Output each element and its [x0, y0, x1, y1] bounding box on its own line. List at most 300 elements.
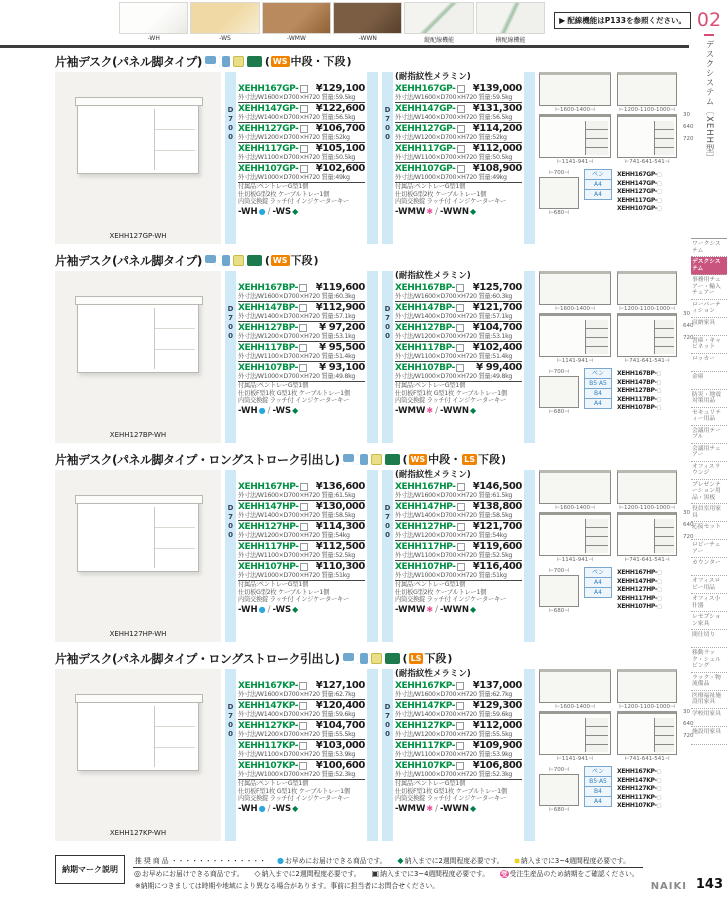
- price-row: [395, 760, 522, 780]
- drawer-size-label: A4: [585, 578, 611, 588]
- price-row-main: [238, 700, 365, 711]
- color-option: [273, 804, 299, 814]
- spec-text: 外寸法/W1200×D700×H720 質量:52kg: [395, 134, 507, 141]
- diagram-model-code: XEHH107HP- □: [617, 603, 694, 612]
- dimension-diagram: [539, 470, 694, 642]
- color-suffix-box: [456, 762, 464, 770]
- spec-text: 外寸法/W1200×D700×H720 質量:54kg: [395, 532, 507, 539]
- spec-text: 外寸法/W1100×D700×H720 質量:51.4kg: [238, 353, 356, 360]
- price-row: [238, 740, 365, 760]
- color-option: [440, 406, 476, 416]
- height-dim: 30: [683, 510, 690, 516]
- price-row: [238, 342, 365, 362]
- price: ¥109,900: [472, 740, 522, 751]
- price-column-body: [393, 271, 524, 443]
- wiring-icon: [343, 653, 354, 664]
- diagram-bottom-row: [539, 567, 694, 615]
- color-suffix-box: [456, 324, 464, 332]
- depth-dim: ⊢ 680 ⊣: [539, 607, 579, 615]
- price-row: [238, 362, 365, 382]
- color-suffix-box: [456, 344, 464, 352]
- model-code: XEHH127KP-: [238, 720, 299, 731]
- price-row-main: [395, 143, 522, 154]
- separator: /: [435, 604, 438, 615]
- depth-dim: ⊢ 700 ⊣: [539, 567, 579, 575]
- price-column: [382, 271, 535, 443]
- price-column-body: [236, 72, 367, 244]
- price-row: [395, 541, 522, 561]
- variant-note-part: ): [501, 452, 507, 466]
- section-variant-note: [403, 451, 507, 467]
- price-row-main: [395, 521, 522, 532]
- wiring-note-text: 配線機能はP133を参照ください。: [567, 16, 686, 25]
- price-column: [382, 669, 535, 841]
- accessory-line: 内筒交換錠 ラッチ付 インジケーターキー: [395, 397, 506, 404]
- model-code: XEHH167BP-: [395, 282, 455, 293]
- color-code: -WH: [238, 405, 258, 416]
- pedestal-drawing: [654, 718, 674, 752]
- diagram-model-code: XEHH147HP- □: [617, 578, 694, 587]
- color-suffix-box: [456, 682, 464, 690]
- price: ¥136,600: [315, 481, 365, 492]
- color-suffix-box: [299, 682, 307, 690]
- side-view: [539, 177, 579, 209]
- cable-tray-icon: [357, 653, 368, 664]
- delivery-marker-icon: [372, 868, 380, 880]
- front-view-narrow: [617, 313, 677, 357]
- price-row-main: [238, 123, 365, 134]
- color-code: -WMW: [395, 604, 426, 615]
- diagram-model-code: XEHH117BP- □: [617, 396, 694, 405]
- model-code: XEHH167GP-: [395, 83, 456, 94]
- price-row-main: [395, 760, 522, 771]
- price-row: [395, 521, 522, 541]
- price: ¥146,500: [472, 481, 522, 492]
- delivery-legend-title: 納期マーク説明: [55, 855, 125, 884]
- price-row-main: [238, 561, 365, 572]
- price-row: [238, 521, 365, 541]
- section-title-row: [55, 251, 691, 269]
- color-suffix-box: [300, 563, 308, 571]
- knee-dim: ⊢ 1141-941 ⊣: [539, 755, 611, 763]
- variant-note-part: ): [346, 54, 352, 68]
- category-nav-item: 役員室用家具: [691, 504, 727, 522]
- diagram-bottom-row: [539, 169, 694, 217]
- latch-icon: [233, 255, 244, 266]
- desk-illustration: [77, 100, 199, 174]
- price-row: [238, 680, 365, 700]
- model-code: XEHH117GP-: [238, 143, 299, 154]
- spec-text: 外寸法/W1100×D700×H720 質量:52.5kg: [395, 552, 513, 559]
- front-view-narrow: [617, 114, 677, 158]
- color-option: [395, 804, 440, 814]
- spec-text: 外寸法/W1400×D700×H720 質量:58.5kg: [238, 512, 356, 519]
- desk-top: [75, 694, 203, 703]
- diagram-model-code: XEHH147GP- □: [617, 180, 694, 189]
- color-suffix-box: [299, 722, 307, 730]
- model-code: XEHH147GP-: [238, 103, 299, 114]
- model-code: XEHH107KP-: [395, 760, 456, 771]
- finish-swatch-image: [333, 2, 402, 34]
- price-row-main: [238, 541, 365, 552]
- dimension-diagram: [539, 669, 694, 841]
- section-variant-note: [265, 53, 352, 69]
- diagram-top-row: [539, 669, 694, 763]
- depth-label: D700: [383, 106, 392, 142]
- drawer-size-label: A4: [585, 588, 611, 597]
- section-title: 片袖デスク(パネル脚タイプ・ロングストローク引出し): [55, 452, 340, 467]
- spec-text: 外寸法/W1400×D700×H720 質量:56.5kg: [238, 114, 356, 121]
- spec-text: 外寸法/W1000×D700×H720 質量:51kg: [238, 572, 350, 579]
- width-dim: ⊢ 1200-1100-1000 ⊣: [617, 305, 677, 313]
- price-row-main: [238, 521, 365, 532]
- price: ¥121,700: [472, 302, 522, 313]
- top-view-wide: [539, 669, 611, 703]
- drawer-size-label: B4: [585, 787, 611, 797]
- sidebar: [691, 0, 727, 900]
- depth-strip-left: [382, 470, 393, 642]
- photo-caption: XEHH127HP-WH: [109, 630, 167, 638]
- delivery-marker-icon: [259, 804, 266, 813]
- chapter-number: 02: [696, 9, 722, 31]
- finish-swatch-image: [476, 2, 545, 34]
- diagram-model-code: XEHH127KP- □: [617, 785, 694, 794]
- chapter-dash: [704, 34, 714, 36]
- price-row-main: [238, 163, 365, 174]
- drawer-size-label: A4: [585, 399, 611, 408]
- price-row-main: [395, 362, 522, 373]
- drawer-size-label: B5·A5: [585, 379, 611, 389]
- price: ¥102,400: [472, 342, 522, 353]
- price-column: [382, 470, 535, 642]
- color-option: [440, 207, 476, 217]
- color-option: [238, 804, 273, 814]
- model-code: XEHH107HP-: [395, 561, 456, 572]
- arrow-icon: ▶: [559, 16, 566, 25]
- variant-note-part: (: [264, 54, 270, 68]
- model-code: XEHH127GP-: [395, 123, 456, 134]
- knee-dim: ⊢ 741-641-541 ⊣: [617, 755, 677, 763]
- spec-text: 外寸法/W1000×D700×H720 質量:51kg: [395, 572, 507, 579]
- legend-segment: [133, 855, 266, 867]
- finish-swatch-label: -WH: [147, 35, 160, 42]
- spec-text: 外寸法/W1100×D700×H720 質量:50.5kg: [238, 154, 356, 161]
- price: ¥125,700: [472, 282, 522, 293]
- spec-text: 外寸法/W1000×D700×H720 質量:52.3kg: [395, 771, 513, 778]
- price-row-main: [238, 143, 365, 154]
- variant-note-part: 下段: [290, 254, 313, 267]
- category-nav-item: セキュリティー用品: [691, 408, 727, 426]
- diagram-col-wide: [539, 72, 611, 166]
- price-column: [225, 470, 378, 642]
- color-suffix-box: [456, 284, 464, 292]
- model-code: XEHH117KP-: [395, 740, 456, 751]
- spec-text: 外寸法/W1600×D700×H720 質量:61.5kg: [395, 492, 513, 499]
- drawer-size-label: ペン: [585, 568, 611, 578]
- delivery-marker-icon: [254, 868, 260, 880]
- cable-tray-icon: [219, 255, 230, 266]
- diagram-model-list: [617, 169, 694, 214]
- price-column-body: [236, 470, 367, 642]
- price: ¥104,700: [315, 720, 365, 731]
- category-nav-item: 施設用家具: [691, 727, 727, 745]
- diagram-col-wide: [539, 271, 611, 365]
- color-code: -WH: [238, 206, 258, 217]
- spec-text: 外寸法/W1600×D700×H720 質量:59.5kg: [238, 94, 356, 101]
- diagram-model-code: XEHH117GP- □: [617, 197, 694, 206]
- color-code: -WWN: [439, 405, 469, 416]
- color-suffix-box: [457, 85, 465, 93]
- product-sections: [0, 48, 694, 848]
- model-code: XEHH127GP-: [238, 123, 299, 134]
- delivery-marker-icon: [426, 605, 433, 614]
- depth-dim: ⊢ 700 ⊣: [539, 169, 579, 177]
- price-row: [395, 302, 522, 322]
- variant-note-part: 下段: [424, 652, 447, 665]
- category-nav: [691, 238, 727, 745]
- spec-text: 外寸法/W1100×D700×H720 質量:52.5kg: [238, 552, 356, 559]
- top-view-wide: [539, 72, 611, 106]
- finish-swatch: [333, 2, 402, 42]
- desk-top: [75, 495, 203, 504]
- price: ¥137,000: [472, 680, 522, 691]
- color-suffix-box: [457, 503, 465, 511]
- color-suffix-box: [457, 563, 465, 571]
- price-row: [238, 760, 365, 780]
- model-code: XEHH117BP-: [238, 342, 298, 353]
- color-suffix-box: [456, 702, 464, 710]
- legend-line: [133, 855, 643, 868]
- color-suffix-box: [457, 165, 465, 173]
- finish-swatch-label: -WWN: [358, 35, 377, 42]
- delivery-marker-icon: [292, 605, 298, 614]
- top-view-narrow: [617, 669, 677, 703]
- product-photo: [55, 271, 221, 443]
- color-suffix-box: [457, 523, 465, 531]
- legend-line: [133, 880, 643, 892]
- depth-dim: ⊢ 680 ⊣: [539, 209, 579, 217]
- color-options: [238, 605, 365, 615]
- accessory-line: 仕切板F型1枚 G型1枚 ケーブルトレー1個: [395, 389, 507, 397]
- accessory-line: 仕切板F型1枚 G型1枚 ケーブルトレー1個: [395, 787, 507, 795]
- price: ¥102,600: [315, 163, 365, 174]
- desk-illustration: [77, 498, 199, 572]
- model-code: XEHH147BP-: [238, 302, 298, 313]
- color-suffix-box: [300, 165, 308, 173]
- color-code: -WWN: [439, 803, 469, 814]
- diagram-model-code: XEHH167BP- □: [617, 370, 694, 379]
- price-row: [238, 302, 365, 322]
- price-row-main: [238, 282, 365, 293]
- side-view-block: [539, 766, 579, 814]
- accessory-line: 内筒交換錠 ラッチ付 インジケーターキー: [238, 795, 349, 802]
- diagram-col-narrow: [617, 669, 677, 763]
- model-code: XEHH167KP-: [395, 680, 456, 691]
- diagram-top-row: [539, 72, 694, 166]
- price-row: [238, 103, 365, 123]
- depth-strip-left: [382, 271, 393, 443]
- delivery-marker-icon: [292, 406, 298, 415]
- price-row-main: [395, 123, 522, 134]
- price: ¥139,000: [472, 83, 522, 94]
- finish-swatch-strip: [0, 0, 691, 44]
- price-column-body: [236, 669, 367, 841]
- diagram-bottom-row: [539, 766, 694, 814]
- price-row-main: [395, 302, 522, 313]
- column-header: [238, 72, 365, 83]
- color-suffix-box: [300, 543, 308, 551]
- diagram-model-code: XEHH117KP- □: [617, 794, 694, 803]
- color-option: [440, 804, 476, 814]
- finish-swatch: [476, 2, 545, 44]
- legend-text: 納入までに3~4週間程度必要です。: [380, 870, 490, 878]
- delivery-marker-icon: [470, 207, 476, 216]
- color-suffix-box: [299, 344, 307, 352]
- category-nav-item: 防災・地震対策用品: [691, 390, 727, 408]
- depth-strip-right: [367, 470, 378, 642]
- price: ¥112,000: [472, 143, 522, 154]
- top-view-wide: [539, 271, 611, 305]
- drawer-size-label: ペン: [585, 369, 611, 379]
- color-options: [238, 406, 365, 416]
- price: ¥116,400: [472, 561, 522, 572]
- accessory-line: 内筒交換錠 ラッチ付 インジケーターキー: [395, 198, 506, 205]
- price-column: [382, 72, 535, 244]
- spec-text: 外寸法/W1200×D700×H720 質量:53.1kg: [395, 333, 513, 340]
- price: ¥130,000: [315, 501, 365, 512]
- accessory-line: 付属品:ペントレーG型1個: [238, 183, 309, 190]
- depth-strip-right: [367, 72, 378, 244]
- accessory-line: 付属品:ペントレーG型1個: [395, 382, 466, 389]
- category-nav-item: 学校用家具: [691, 709, 727, 727]
- delivery-legend-lines: [133, 855, 643, 892]
- price-column: [225, 271, 378, 443]
- color-suffix-box: [457, 145, 465, 153]
- model-code: XEHH147KP-: [238, 700, 299, 711]
- color-option: [238, 207, 273, 217]
- wiring-icon: [343, 454, 354, 465]
- category-nav-item: 会議用テーブル: [691, 426, 727, 444]
- drawer-size-label: ペン: [585, 170, 611, 180]
- depth-dim: ⊢ 700 ⊣: [539, 766, 579, 774]
- pedestal-drawing: [585, 121, 608, 155]
- delivery-marker-icon: [134, 868, 141, 880]
- front-view-wide: [539, 711, 611, 755]
- desk-top: [75, 97, 203, 106]
- diagram-model-code: XEHH127HP- □: [617, 586, 694, 595]
- color-options: [238, 207, 365, 217]
- height-dim: 720: [683, 733, 694, 739]
- finish-swatch: [404, 2, 473, 44]
- product-section: [55, 649, 694, 848]
- legend-segment: [499, 868, 639, 880]
- finish-swatch-label: -WS: [219, 35, 231, 42]
- wiring-icon: [205, 255, 216, 266]
- width-dim: ⊢ 1600-1400 ⊣: [539, 305, 611, 313]
- pedestal-drawing: [654, 320, 674, 354]
- price-row: [395, 720, 522, 740]
- price: ¥106,700: [315, 123, 365, 134]
- spec-text: 外寸法/W1000×D700×H720 質量:52.3kg: [238, 771, 356, 778]
- side-view: [539, 774, 579, 806]
- model-code: XEHH167GP-: [238, 83, 299, 94]
- price-row-main: [238, 362, 365, 373]
- diagram-top-row: [539, 470, 694, 564]
- color-suffix-box: [457, 543, 465, 551]
- height-dim: 640: [683, 522, 694, 528]
- brand-logo: NAIKI: [650, 881, 687, 892]
- delivery-marker-icon: [426, 207, 433, 216]
- accessory-line: 仕切板G型2枚 ケーブルトレー1個: [238, 190, 330, 198]
- depth-strip-right: [367, 669, 378, 841]
- width-dim: ⊢ 1600-1400 ⊣: [539, 703, 611, 711]
- delivery-marker-icon: [470, 406, 476, 415]
- accessory-line: 付属品:ペントレーG型1個: [238, 382, 309, 389]
- height-dim: 720: [683, 136, 694, 142]
- product-photo: [55, 669, 221, 841]
- legend-line: [133, 868, 643, 880]
- legend-text: 受注生産品のため納期をご確認ください。: [509, 870, 639, 878]
- variant-note-part: (: [402, 651, 408, 665]
- model-code: XEHH167BP-: [238, 282, 298, 293]
- color-code: -WWN: [439, 604, 469, 615]
- column-header: (耐指紋性メラミン): [395, 271, 471, 281]
- depth-label: D700: [226, 106, 235, 142]
- color-code: -WS: [272, 803, 292, 814]
- model-code: XEHH127BP-: [238, 322, 298, 333]
- model-code: XEHH107HP-: [238, 561, 299, 572]
- finish-swatch: [190, 2, 259, 42]
- spec-text: 外寸法/W1600×D700×H720 質量:60.3kg: [238, 293, 356, 300]
- spec-text: 外寸法/W1400×D700×H720 質量:59.6kg: [238, 711, 356, 718]
- color-code: -WMW: [395, 206, 426, 217]
- diagram-model-code: XEHH127GP- □: [617, 188, 694, 197]
- melamine-icon: [385, 653, 400, 664]
- pedestal-drawing: [585, 718, 608, 752]
- pedestal-drawing: [654, 519, 674, 553]
- drawer-config: [584, 368, 612, 409]
- price-row: [238, 561, 365, 581]
- section-body: [55, 470, 694, 642]
- column-header: (耐指紋性メラミン): [395, 669, 471, 679]
- top-view-narrow: [617, 72, 677, 106]
- price: ¥110,300: [315, 561, 365, 572]
- price-row-main: [238, 740, 365, 751]
- model-code: XEHH167KP-: [238, 680, 299, 691]
- knee-dim: ⊢ 741-641-541 ⊣: [617, 556, 677, 564]
- legend-text: ※納期につきましては時期や地域により異なる場合があります。事前に担当者にお問合せください。: [135, 882, 440, 890]
- accessory-line: 仕切板F型1枚 G型1枚 ケーブルトレー1個: [238, 787, 350, 795]
- spec-text: 外寸法/W1600×D700×H720 質量:62.7kg: [395, 691, 513, 698]
- price-row: [395, 282, 522, 302]
- color-suffix-box: [299, 284, 307, 292]
- color-suffix-box: [457, 483, 465, 491]
- price-row: [395, 163, 522, 183]
- category-nav-item: ワークシステム: [691, 239, 727, 257]
- depth-strip-left: [225, 470, 236, 642]
- top-view-narrow: [617, 470, 677, 504]
- drawer-size-label: A4: [585, 190, 611, 199]
- delivery-marker-icon: [500, 868, 509, 880]
- legend-text: 納入までに2週間程度必要です。: [261, 870, 361, 878]
- price-column-body: [393, 470, 524, 642]
- color-code: -WS: [272, 604, 292, 615]
- category-nav-item: オフィスラウンジ: [691, 462, 727, 480]
- accessory-line: 付属品:ペントレーG型1個: [238, 780, 309, 787]
- delivery-marker-icon: [515, 855, 520, 867]
- variant-note-part: WS: [272, 56, 288, 66]
- height-dim: 640: [683, 124, 694, 130]
